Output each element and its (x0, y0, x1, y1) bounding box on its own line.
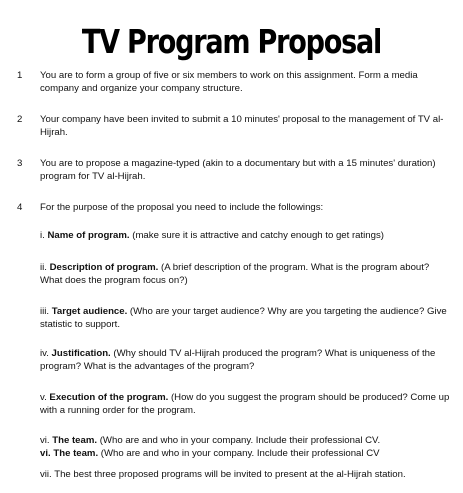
subitem-best-three (40, 468, 452, 481)
subitem-label: Name of program. (47, 230, 130, 241)
document-title: TV Program Proposal (81, 22, 382, 61)
subitem-prefix: i. (40, 230, 48, 241)
subitem-text: (Who are and who in your company. Include their professional CV. (97, 435, 381, 446)
subitem-description-of-program (40, 261, 452, 287)
subitem-label: Execution of the program. (49, 392, 169, 403)
item-1-number: 1 (17, 70, 23, 81)
subitem-text: (How do you suggest the program should be produced? Come up with a running order for the program. (40, 392, 450, 416)
subitem-text: The best three proposed programs will be invited to present at the al-Hijrah station. (54, 469, 406, 480)
subitem-prefix: ii. (40, 262, 50, 273)
item-1-text: You are to form a group of five or six members to work on this assignment. Form a media company and organize your company structure. (40, 70, 418, 94)
subitem-label: Description of program. (49, 262, 159, 273)
item-2-number: 2 (17, 114, 23, 125)
subitem-label: Justification. (51, 348, 111, 359)
item-4-number: 4 (17, 202, 23, 213)
item-3-text: You are to propose a magazine-typed (akin to a documentary but with a 15 minutes' duration) program for TV al-Hijrah. (40, 158, 436, 182)
subitem-text: (Who are and who in your company. Include their professional CV (98, 448, 380, 459)
subitem-label: Target audience. (51, 306, 128, 317)
item-3-number: 3 (17, 158, 23, 169)
subitem-label: The team. (53, 448, 99, 459)
subitem-text: (make sure it is attractive and catchy enough to get ratings) (129, 230, 384, 241)
subitem-the-team-repeat (40, 447, 452, 460)
item-2-text: Your company have been invited to submit a 10 minutes' proposal to the management of TV al-Hijrah. (40, 114, 444, 138)
subitem-prefix: vi. (40, 448, 54, 459)
subitem-prefix: iii. (40, 306, 52, 317)
item-4-text: For the purpose of the proposal you need to include the followings: (40, 202, 324, 213)
subitem-the-team (40, 434, 452, 447)
subitem-prefix: vi. (40, 435, 53, 446)
subitem-execution-of-program (40, 391, 452, 417)
subitem-text: (A brief description of the program. What is the program about? What does the program focus on?) (40, 262, 430, 286)
subitem-prefix: v. (40, 392, 50, 403)
subitem-label: The team. (52, 435, 98, 446)
subitem-justification (40, 347, 452, 373)
subitem-target-audience (40, 305, 452, 331)
subitem-text: (Why should TV al-Hijrah produced the program? What is uniqueness of the program? What is the advantages of the program? (40, 348, 436, 372)
subitem-name-of-program (40, 229, 452, 242)
subitem-text: (Who are your target audience? Why are you targeting the audience? Give statistic to support. (40, 306, 447, 330)
subitem-prefix: iv. (40, 348, 52, 359)
subitem-prefix: vii. (40, 469, 55, 480)
